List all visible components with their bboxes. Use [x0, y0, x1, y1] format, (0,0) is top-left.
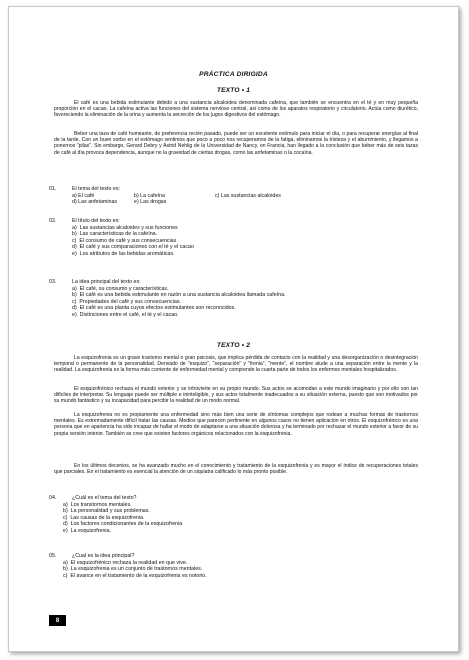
option-b: b) El café es una bebida estimulante en razón a una sustancia alcaloidea llamada cafeína. [72, 292, 286, 299]
option-d: d) Los factores condicionantes de la esquizofrenia [63, 521, 183, 528]
texto-1-heading: TEXTO • 1 [216, 87, 251, 94]
option-b: b) Las características de la cafeína. [72, 231, 158, 238]
option-c: c) Propiedades del café y sus consecuencias. [72, 298, 181, 305]
texto-2-paragraph-2: El esquizofrénico rechaza el mundo exterior y se introvierte en su propio mundo. Sus actos se acomodan a este mundo imaginario y por ello son tan difíciles de interpretar. Su lenguaje puede ser múltiple e ininteligible, y sus actos totalmente inadecuados a su situación externa, puesto que son motivados por su mundo fantástico y su incapacidad para percibir la realidad de un modo normal. [54, 386, 418, 405]
option-e: e) Los atributos de las bebidas aromáticas. [72, 250, 175, 257]
question-options [72, 286, 422, 318]
option-e: e) Las drogas [134, 199, 167, 206]
option-b: b) La cafeína [134, 193, 165, 199]
option-b: b) La personalidad y sus problemas. [63, 508, 150, 515]
question-options [72, 225, 422, 257]
document-page [8, 6, 459, 652]
question-number: 02. [49, 218, 57, 224]
page-number-badge: 8 [49, 615, 66, 626]
option-a: a) El esquizofrénico rechaza la realidad en que vive. [63, 560, 188, 566]
question-options [72, 193, 422, 206]
option-a: a) El café [72, 193, 95, 199]
question-stem: ¿Cual es la idea principal? [72, 553, 135, 559]
option-a: a) Los transtornos mentales. [63, 502, 132, 508]
page-title: PRÁCTICA DIRIGIDA [199, 71, 268, 78]
option-a: a) El café, su consumo y características. [72, 286, 169, 292]
question-number: 05. [49, 553, 57, 559]
question-stem: La idea principal del texto es: [72, 279, 141, 285]
question-options [63, 502, 413, 534]
question-options [63, 560, 413, 579]
option-e: e) Distinciones entre el café, el té y el cacao. [72, 311, 179, 318]
question-stem: El tema del texto es: [72, 186, 120, 192]
texto-2-heading: TEXTO • 2 [216, 342, 251, 349]
question-number: 01. [49, 186, 57, 192]
texto-1-paragraph-2: Beber una taza de café humeante, de preferencia recién pasado, puede ser un excelente estímulo para iniciar el día, o para recuperar energías al final de la tarde. Con un buen sorbo en el estómago sentimos que poco a poco nos recuperamos de la fatiga, eliminamos la tristeza y el aburrimiento, y llegamos a ponernos "pilas". Sin embargo, Gerard Debry y Astrid Nehlig de la Universidad de Nancy, en Francia, han llegado a la conclusión que beber más de seis tazas de café al día provoca dependencia, aunque no la gravedad de ciertas drogas, como las anfetaminas o la cocaína. [54, 131, 418, 156]
option-c: c) El consumo de café y sus consecuencias [72, 237, 177, 244]
option-c: c) Las sustancias alcaloides [215, 193, 281, 199]
option-d: d) El café y sus comparaciones con el té y el cacao [72, 244, 194, 251]
option-d: d) Las anfetaminas [72, 199, 118, 206]
texto-2-paragraph-3: La esquizofrenia no es propiamente una enfermedad sino más bien una serie de síntomas complejos que rodean a muchas formas de trastornos mentales. Es extremadamente difícil tratar las causas. Medios que parecen pertinente en algunos casos no tienen aplicación en otros. El esquizofrénico es una persona que en apariencia ha sido incapaz de hallar el modo de adaptarse a una situación dolorosa y ha terminado por rechazar el mundo exterior a favor de su propia versión interior. También se cree que existen factores orgánicos relacionados con la esquizofrenia. [54, 412, 418, 437]
question-number: 03. [49, 279, 57, 285]
texto-2-paragraph-1: La esquizofrenia es un grave trastorno mental o gran psicosis, que implica pérdida de contacto con la realidad y una desorganización o desintegración temporal o permanente de la personalidad. Derivado de "esquizo", "separación" y "frenia", "mente", el nombre alude a una separación entre la mente y la realidad. La esquizofrenia es la forma más corriente de enfermedad mental y comprende la cuarta parte de todos los enfermos mentales hospitalizados. [54, 355, 418, 374]
option-b: b) La esquizofrenia es un conjunto de trastornos mentales. [63, 566, 203, 573]
option-d: d) El café es una planta cuyos efectos estimulantes son reconocidos. [72, 305, 236, 312]
option-c: c) El avance en el tratamiento de la esquizofrenia es notorio. [63, 572, 207, 579]
texto-1-paragraph-1: El café es una bebida estimulante debido a una sustancia alcaloidea denominada cafeína, que también se encuentra en el té y en muy pequeña proporción en el cacao. La cafeína activa las funciones del sistema nervioso central, así como de los aparatos respiratorio y circulatorio. Actúa como diurético, favoreciendo la eliminación de la orina y aumenta la secreción de los jugos digestivos del estómago. [54, 100, 418, 119]
question-stem: ¿Cuál es el tema del texto? [72, 495, 137, 501]
option-a: a) Las sustancias alcaloides y sus funciones [72, 225, 178, 231]
option-e: e) La esquizofrenia. [63, 527, 111, 534]
option-c: c) Las causas de la esquizofrenia. [63, 514, 145, 521]
question-number: 04. [49, 495, 57, 501]
texto-2-paragraph-4: En los últimos decenios, se ha avanzado mucho en el conocimiento y tratamiento de la esquizofrenia y es mayor el índice de recuperaciones totales que parciales. En el tratamiento es esencial la atención de un siquiatra calificado lo más pronto posible. [54, 463, 418, 476]
question-stem: El título del texto es: [72, 218, 120, 224]
